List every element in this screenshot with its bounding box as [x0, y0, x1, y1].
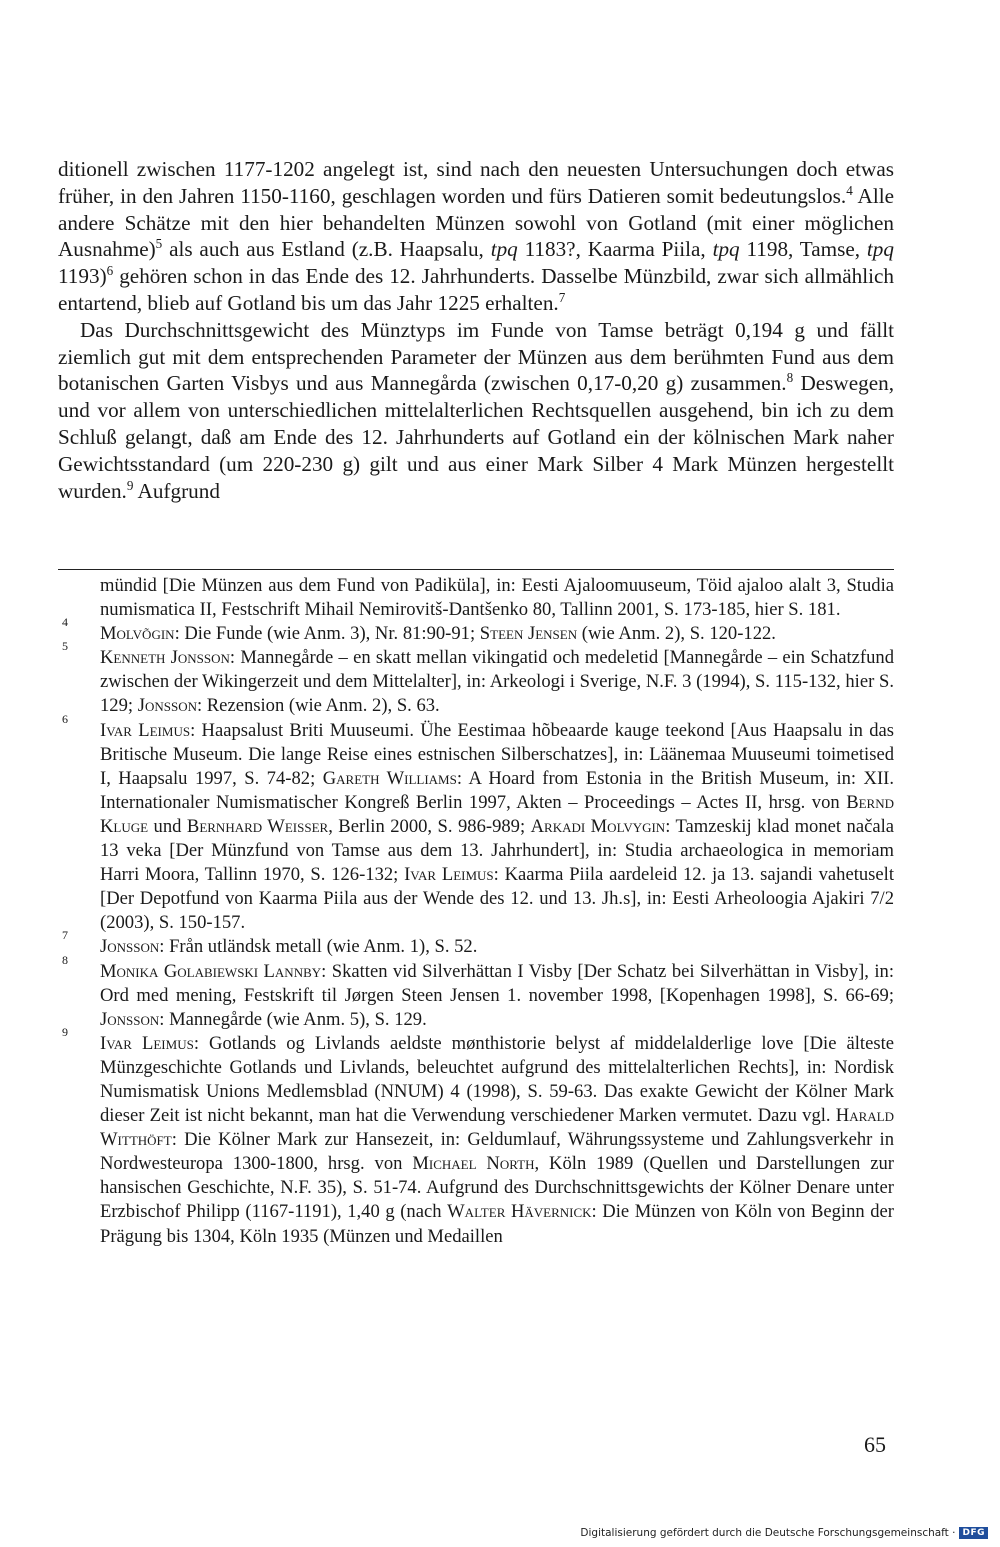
author-name: Monika Golabiewski Lannby: [100, 960, 322, 982]
author-name: Arkadi Molvygin: [530, 815, 666, 837]
author-name: Molvõgin: [100, 623, 175, 645]
text-run: mündid [Die Münzen aus dem Fund von Padiküla], in: Eesti Ajaloomuuseum, Töid ajaloo alalt 3, Studia numismatica II, Festschrift Mihail Nemirovitš-Dantšenko 80, Tallinn 2001, S. 173-185, hier S. 181.: [100, 575, 894, 621]
body-text: [58, 156, 894, 504]
text-run: : Haapsalust Briti Muuseumi. Ühe Eestimaa hõbeaarde kauge teekond [Aus Haapsalu in das Britische Museum. Die lange Reise eines estnischen Silberschatzes], in: Läänemaa Muuseumi toimetised I, Haapsalu 1997, S. 74-82;: [100, 719, 895, 789]
text-run: : Rezension (wie Anm. 2), S. 63.: [196, 695, 440, 717]
footnote-ref: 5: [155, 236, 163, 252]
text-run: als auch aus Estland (z.B. Haapsalu,: [162, 237, 491, 262]
footnote-ref: 6: [106, 263, 114, 279]
footnote-separator: [58, 569, 894, 570]
text-run: : Tamzeskij klad monet načala 13 veka [Der Münzfund von Tamse aus dem 13. Jahrhundert], in: Studia archaeologica in memoriam Harri Moora, Tallinn 1970, S. 126-132;: [100, 815, 894, 886]
author-name: Steen Jensen: [479, 623, 578, 645]
footnote-continuation: [58, 574, 894, 622]
author-name: Ivar Leimus: [100, 1032, 194, 1054]
text-run: ditionell zwischen 1177-1202 angelegt ist, sind nach den neuesten Untersuchungen doch etwas früher, in den Jahren 1150-1160, geschlagen worden und fürs Datieren somit bedeutungslos.: [58, 157, 894, 208]
text-run: : Mannegårde (wie Anm. 5), S. 129.: [159, 1008, 427, 1030]
italic-text: tpq: [866, 237, 894, 262]
footnote-7: [58, 928, 894, 959]
footnote-5: [58, 639, 894, 718]
footnote-ref: 9: [126, 477, 134, 493]
footnote-ref: 8: [786, 370, 794, 386]
paragraph-2: [58, 317, 894, 505]
footnotes: [58, 574, 894, 1249]
text-run: und: [148, 815, 187, 837]
digitization-credit: [580, 1526, 988, 1540]
text-run: Aufgrund: [133, 478, 220, 503]
dfg-logo: DFG: [959, 1527, 988, 1539]
text-run: Deswegen, und vor allem von unterschiedlichen mittelalterlichen Rechtsquellen ausgehend, bin ich zu dem Schluß gelangt, daß am Ende des 12. Jahrhunderts auf Gotland ein der kölnischen Mark naher Gewichtsstandard (um 220-230 g) gilt und aus einer Mark Silber 4 Mark Münzen hergestellt wurden.: [58, 371, 894, 503]
paragraph-1: [58, 156, 894, 317]
footnote-8: [58, 952, 895, 1032]
author-name: Jonsson: [137, 695, 197, 717]
text-run: : Die Kölner Mark zur Hansezeit, in: Geldumlauf, Währungssysteme und Zahlungsverkehr in Nordwesteuropa 1300-1800, hrsg. von: [100, 1129, 894, 1175]
footnote-number: 6: [62, 711, 68, 726]
credit-text: Digitalisierung gefördert durch die Deutsche Forschungsgemeinschaft ·: [580, 1527, 956, 1539]
text-run: : A Hoard from Estonia in the British Museum, in: XII. Internationaler Numismatischer Kongreß Berlin 1997, Akten – Proceedings – Actes II, hrsg. von: [100, 767, 895, 813]
author-name: Ivar Leimus: [404, 864, 494, 886]
text-run: : Die Münzen von Köln von Beginn der Prägung bis 1304, Köln 1935 (Münzen und Medaillen: [100, 1201, 894, 1247]
author-name: Gareth Williams: [322, 767, 457, 789]
text-run: : Die Funde (wie Anm. 3), Nr. 81:90-91;: [174, 623, 480, 645]
text-run: 1198, Tamse,: [739, 237, 867, 262]
footnote-number: 8: [62, 952, 68, 967]
author-name: Walter Hävernick: [447, 1201, 592, 1223]
author-name: Ivar Leimus: [100, 719, 191, 741]
author-name: Michael North: [412, 1153, 535, 1175]
page-number: 65: [864, 1432, 886, 1457]
footnote-4: [58, 615, 894, 646]
italic-text: tpq: [712, 237, 740, 262]
text-run: Alle andere Schätze mit den hier behandelten Münzen sowohl von Gotland (mit einer möglichen Ausnahme): [58, 183, 894, 262]
author-name: Jonsson: [100, 936, 160, 958]
text-run: (wie Anm. 2), S. 120-122.: [577, 623, 776, 645]
text-run: : Skatten vid Silverhättan I Visby [Der Schatz bei Silverhättan in Visby], in: Ord med mening, Festskrift til Jørgen Steen Jensen 1. november 1998, [Kopenhagen 1998], S. 66-69;: [100, 960, 895, 1006]
footnote-ref: 4: [846, 182, 853, 198]
author-name: Bernd Kluge: [100, 791, 894, 837]
text-run: gehören schon in das Ende des 12. Jahrhunderts. Dasselbe Münzbild, zwar sich allmählich entartend, blieb auf Gotland bis um das Jahr 1225 erhalten.: [58, 264, 894, 315]
text-run: : Kaarma Piila aardeleid 12. ja 13. sajandi vahetuselt [Der Depotfund von Kaarma Piila aus der Wende des 12. und 13. Jh.s], in: Eesti Arheoloogia Ajakiri 7/2 (2003), S. 150-157.: [100, 864, 894, 934]
text-run: : Från utländsk metall (wie Anm. 1), S. 52.: [159, 936, 478, 958]
text-run: , Berlin 2000, S. 986-989;: [328, 815, 531, 837]
author-name: Jonsson: [100, 1008, 160, 1030]
author-name: Bernhard Weisser: [186, 815, 329, 837]
footnote-9: [58, 1024, 895, 1249]
footnote-ref: 7: [558, 289, 566, 305]
italic-text: tpq: [490, 237, 518, 262]
text-run: : Gotlands og Livlands aeldste mønthistorie belyst af middelalderlige love [Die älteste Münzgeschichte Gotlands und Livlands, beleuchtet aufgrund des mittelalterlichen Rechts], in: Nordisk Numismatisk Unions Medlemsblad (NNUM) 4 (1998), S. 59-63. Das exakte Gewicht der Kölner Mark dieser Zeit ist nicht bekannt, man hat die Verwendung verschiedener Marken vermutet. Dazu vgl.: [100, 1032, 895, 1127]
footnote-6: [58, 711, 895, 936]
text-run: , Köln 1989 (Quellen und Darstellungen zur hansischen Geschichte, N.F. 35), S. 51-74. Aufgrund des Durchschnittsgewichts der Kölner Denare unter Erzbischof Philipp (1167-1191), 1,40 g (nach: [100, 1153, 894, 1223]
footnote-number: 4: [62, 615, 68, 630]
footnote-number: 7: [62, 928, 68, 943]
text-run: Das Durchschnittsgewicht des Münztyps im Funde von Tamse beträgt 0,194 g und fällt ziemlich gut mit dem entsprechenden Parameter der Münzen aus dem berühmten Fund aus dem botanischen Garten Visbys und aus Mannegårda (zwischen 0,17-0,20 g) zusammen.: [58, 317, 894, 396]
author-name: Harald Witthöft: [100, 1105, 894, 1151]
footnote-number: 5: [62, 639, 68, 654]
text-run: : Mannegårde – en skatt mellan vikingatid och medeletid [Mannegårde – ein Schatzfund zwischen der Wikingerzeit und dem Mittelalter], in: Arkeologi i Sverige, N.F. 3 (1994), S. 115-132, hier S. 129;: [100, 647, 894, 717]
text-run: 1193): [58, 264, 107, 289]
text-run: 1183?, Kaarma Piila,: [517, 237, 713, 262]
author-name: Kenneth Jonsson: [100, 647, 230, 669]
footnote-number: 9: [62, 1024, 68, 1039]
